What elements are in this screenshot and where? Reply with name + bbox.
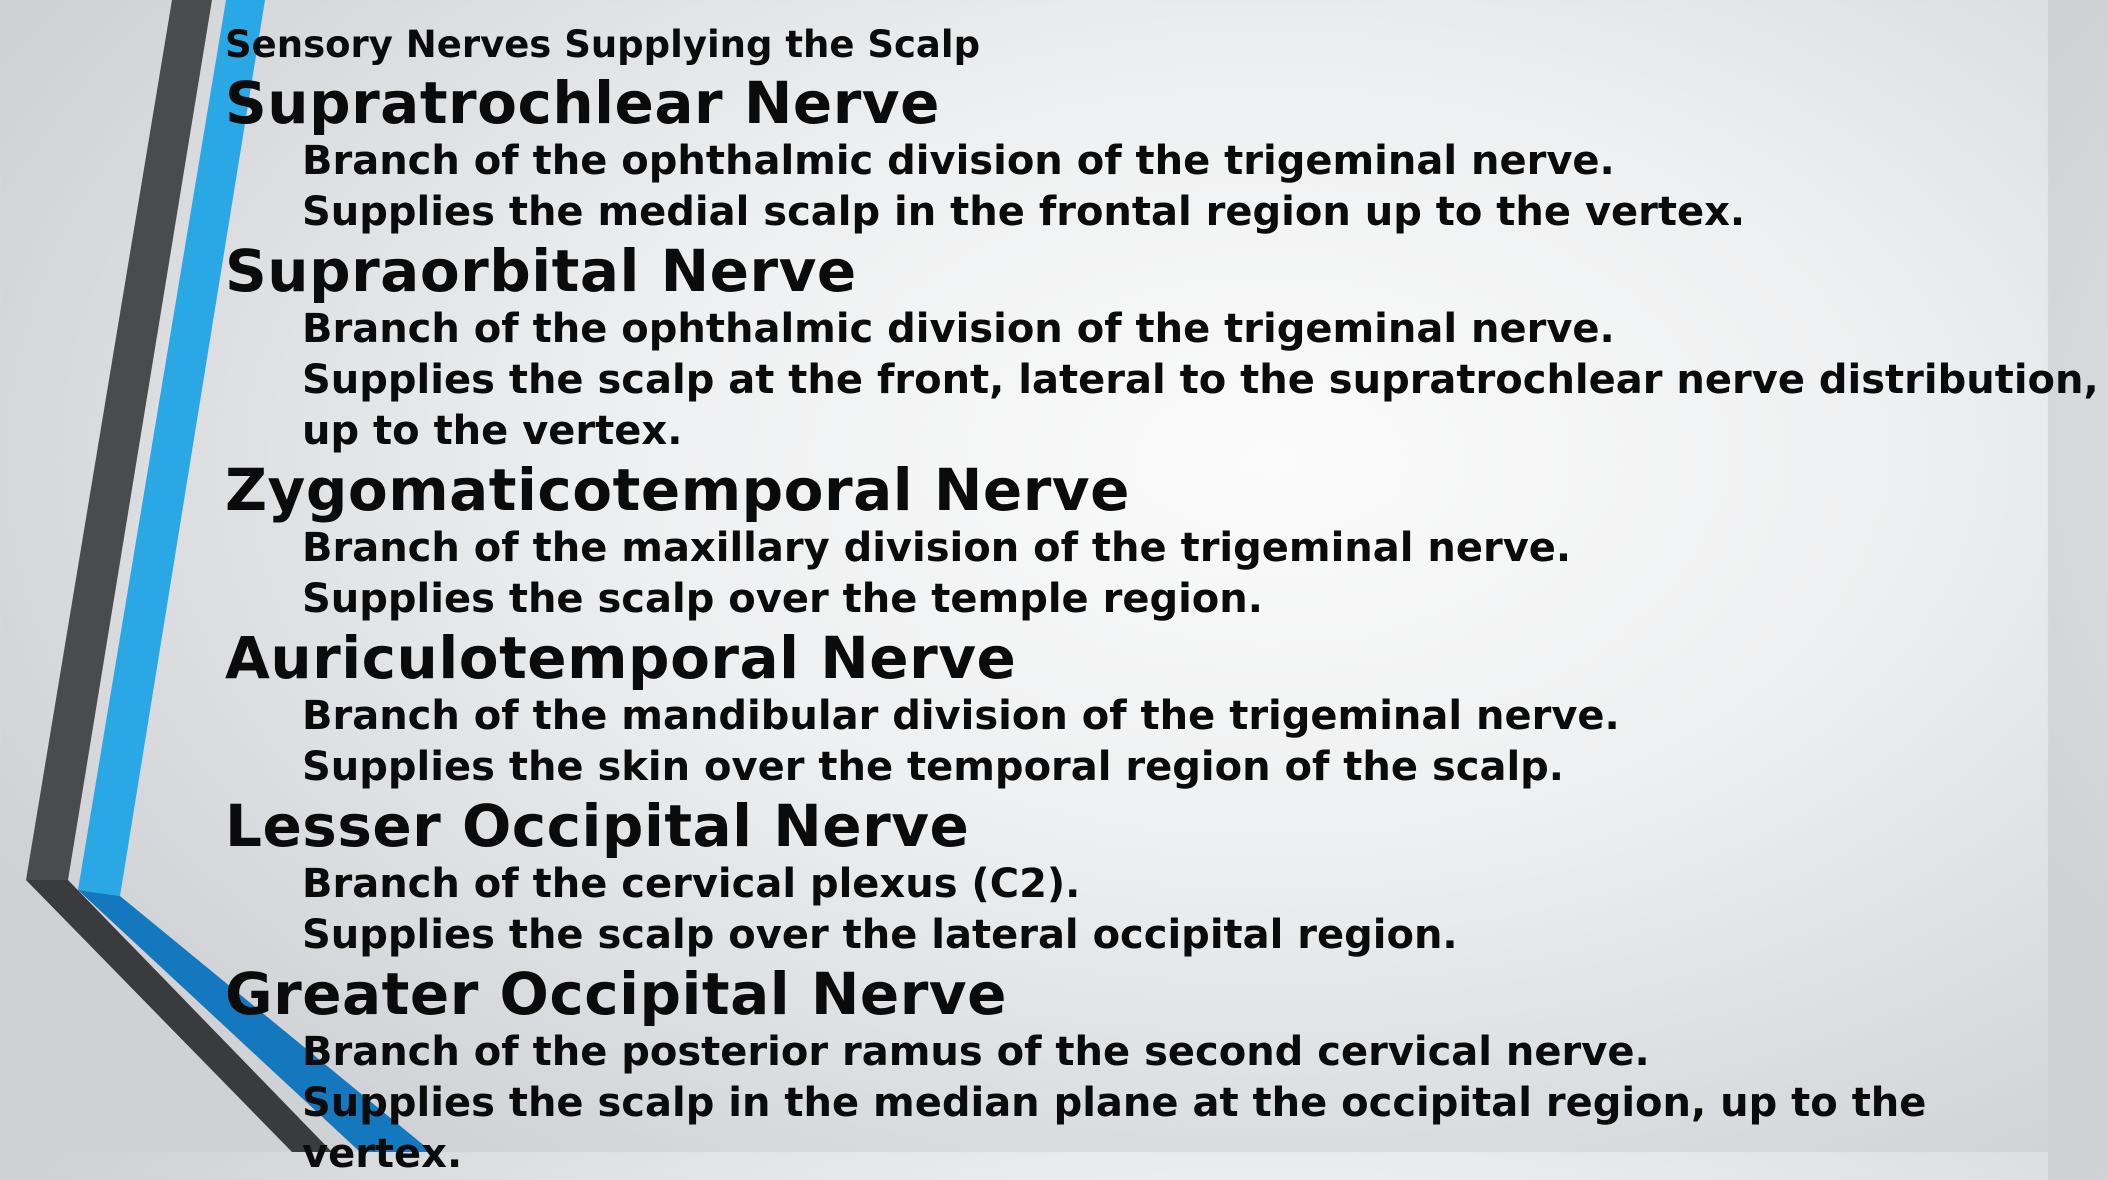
section-auriculotemporal xyxy=(225,625,2048,793)
section-heading: Supratrochlear Nerve xyxy=(225,69,940,137)
section-heading: Auriculotemporal Nerve xyxy=(225,624,1017,692)
section-heading: Zygomaticotemporal Nerve xyxy=(225,456,1130,524)
bullet-item: Branch of the ophthalmic division of the trigeminal nerve. xyxy=(302,138,1615,184)
section-greater-occipital xyxy=(225,961,2048,1180)
section-heading: Greater Occipital Nerve xyxy=(225,960,1007,1028)
bullet-item: Supplies the scalp over the temple region. xyxy=(302,576,1263,622)
bullet-item: Branch of the ophthalmic division of the trigeminal nerve. xyxy=(302,306,1615,352)
bullet-list xyxy=(225,136,2048,238)
section-zygomaticotemporal xyxy=(225,457,2048,625)
slide-content xyxy=(225,20,2099,1177)
bullet-list xyxy=(225,523,2048,625)
slide-title: Sensory Nerves Supplying the Scalp xyxy=(225,23,981,66)
bullet-item: Branch of the posterior ramus of the second cervical nerve. xyxy=(302,1029,1650,1075)
bullet-item: Supplies the medial scalp in the frontal region up to the vertex. xyxy=(302,189,1746,235)
bullet-item: Supplies the scalp in the median plane at the occipital region, up to the vertex. xyxy=(302,1080,1927,1177)
bullet-item: Branch of the mandibular division of the trigeminal nerve. xyxy=(302,693,1620,739)
section-supraorbital xyxy=(225,237,2099,457)
section-supratrochlear xyxy=(225,70,2048,238)
bullet-list xyxy=(225,691,2048,793)
bullet-item: Supplies the scalp at the front, lateral to the supratrochlear nerve distribution, up to the vertex. xyxy=(302,357,2099,454)
section-heading: Lesser Occipital Nerve xyxy=(225,792,970,860)
bullet-list xyxy=(225,304,2099,457)
bullet-item: Branch of the maxillary division of the trigeminal nerve. xyxy=(302,525,1572,571)
section-lesser-occipital xyxy=(225,793,2048,961)
bullet-item: Supplies the skin over the temporal region of the scalp. xyxy=(302,744,1564,790)
bullet-list xyxy=(225,859,2048,961)
bullet-item: Branch of the cervical plexus (C2). xyxy=(302,861,1081,907)
section-heading: Supraorbital Nerve xyxy=(225,237,857,305)
bullet-list xyxy=(225,1027,2048,1180)
bullet-item: Supplies the scalp over the lateral occipital region. xyxy=(302,912,1458,958)
